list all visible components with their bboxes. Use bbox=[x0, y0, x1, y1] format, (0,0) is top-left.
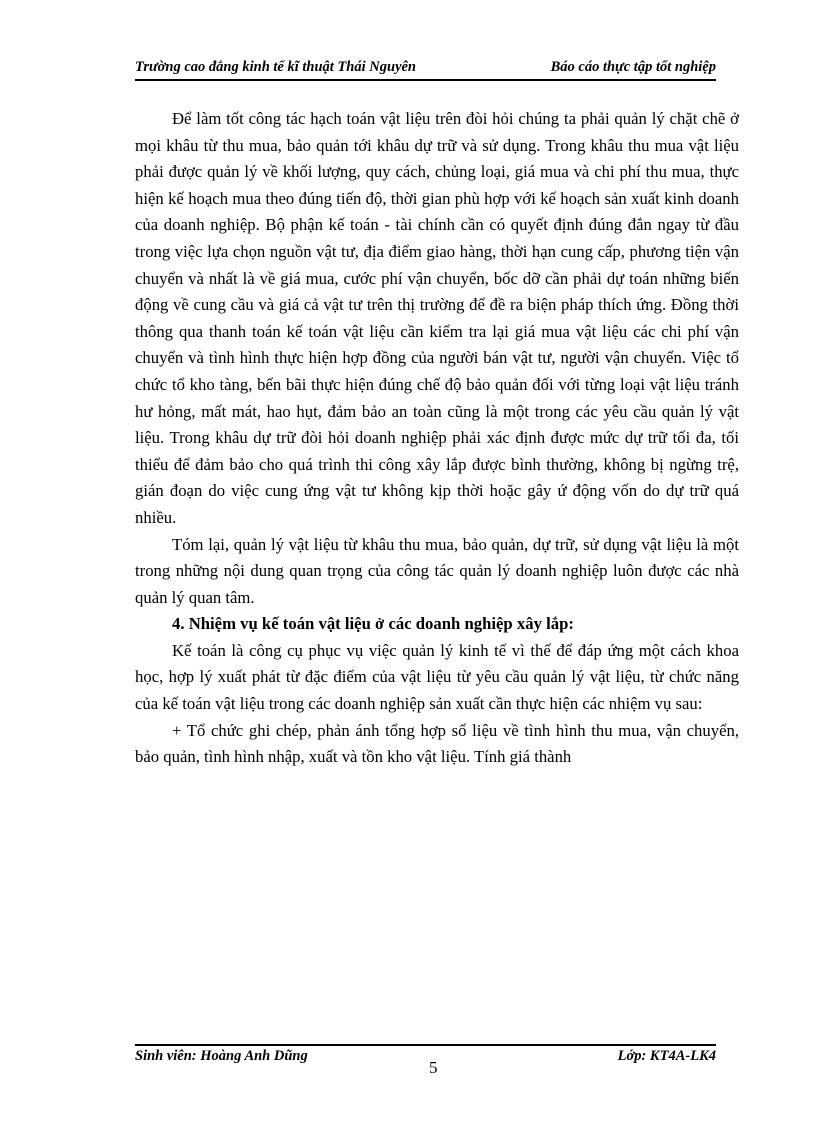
footer-class: Lớp: KT4A-LK4 bbox=[617, 1048, 716, 1064]
paragraph-material-management: Để làm tốt công tác hạch toán vật liệu trên đòi hỏi chúng ta phải quản lý chặt chẽ ở mọi khâu từ thu mua, bảo quản tới khâu dự trữ và sử dụng. Trong khâu thu mua vật liệu phải được quản lý về khối lượng, quy cách, chủng loại, giá mua và chi phí thu mua, thực hiện kế hoạch mua theo đúng tiến độ, thời gian phù hợp với kế hoạch sản xuất kinh doanh của doanh nghiệp. Bộ phận kế toán - tài chính cần có quyết định đúng đắn ngay từ đầu trong việc lựa chọn nguồn vật tư, địa điểm giao hàng, thời hạn cung cấp, phương tiện vận chuyển và nhất là về giá mua, cước phí vận chuyển, bốc dỡ cần phải dự toán những biến động về cung cầu và giá cả vật tư trên thị trường để đề ra biện pháp thích ứng. Đồng thời thông qua thanh toán kế toán vật liệu cần kiểm tra lại giá mua vật liệu các chi phí vận chuyển và tình hình thực hiện hợp đồng của người bán vật tư, người vận chuyển. Việc tổ chức tổ kho tàng, bến bãi thực hiện đúng chế độ bảo quản đối với từng loại vật liệu tránh hư hỏng, mất mát, hao hụt, đảm bảo an toàn cũng là một trong các yêu cầu quản lý vật liệu. Trong khâu dự trữ đòi hỏi doanh nghiệp phải xác định được mức dự trữ tối đa, tối thiểu để đảm bảo cho quá trình thi công xây lắp được bình thường, không bị ngừng trệ, gián đoạn do việc cung ứng vật tư không kịp thời hoặc gây ứ động vốn do dự trữ quá nhiều. bbox=[135, 109, 739, 527]
header-report-title: Báo cáo thực tập tốt nghiệp bbox=[550, 59, 716, 75]
footer-student: Sinh viên: Hoàng Anh Dũng bbox=[135, 1048, 308, 1064]
header-rule bbox=[135, 79, 716, 81]
paragraph-accounting-role: Kế toán là công cụ phục vụ việc quản lý kinh tế vì thế để đáp ứng một cách khoa học, hợp lý xuất phát từ đặc điểm của vật liệu từ yêu cầu quản lý vật liệu, từ chức năng của kế toán vật liệu trong các doanh nghiệp sản xuất cần thực hiện các nhiệm vụ sau: bbox=[135, 640, 739, 714]
page-footer bbox=[135, 1044, 716, 1084]
header-school: Trường cao đẳng kinh tế kĩ thuật Thái Nguyên bbox=[135, 59, 417, 75]
page-header bbox=[135, 55, 716, 81]
paragraph-summary: Tóm lại, quản lý vật liệu từ khâu thu mua, bảo quản, dự trữ, sử dụng vật liệu là một trong những nội dung quan trọng của công tác quản lý doanh nghiệp luôn được các nhà quản lý quan tâm. bbox=[135, 534, 739, 607]
page-number: 5 bbox=[429, 1058, 438, 1077]
paragraph-task-recording: + Tổ chức ghi chép, phản ánh tổng hợp số liệu về tình hình thu mua, vận chuyển, bảo quản, tình hình nhập, xuất và tồn kho vật liệu. Tính giá thành bbox=[135, 720, 739, 767]
document-body bbox=[135, 106, 739, 771]
section-heading: 4. Nhiệm vụ kế toán vật liệu ở các doanh nghiệp xây lắp: bbox=[172, 614, 574, 634]
footer-rule bbox=[135, 1044, 716, 1046]
